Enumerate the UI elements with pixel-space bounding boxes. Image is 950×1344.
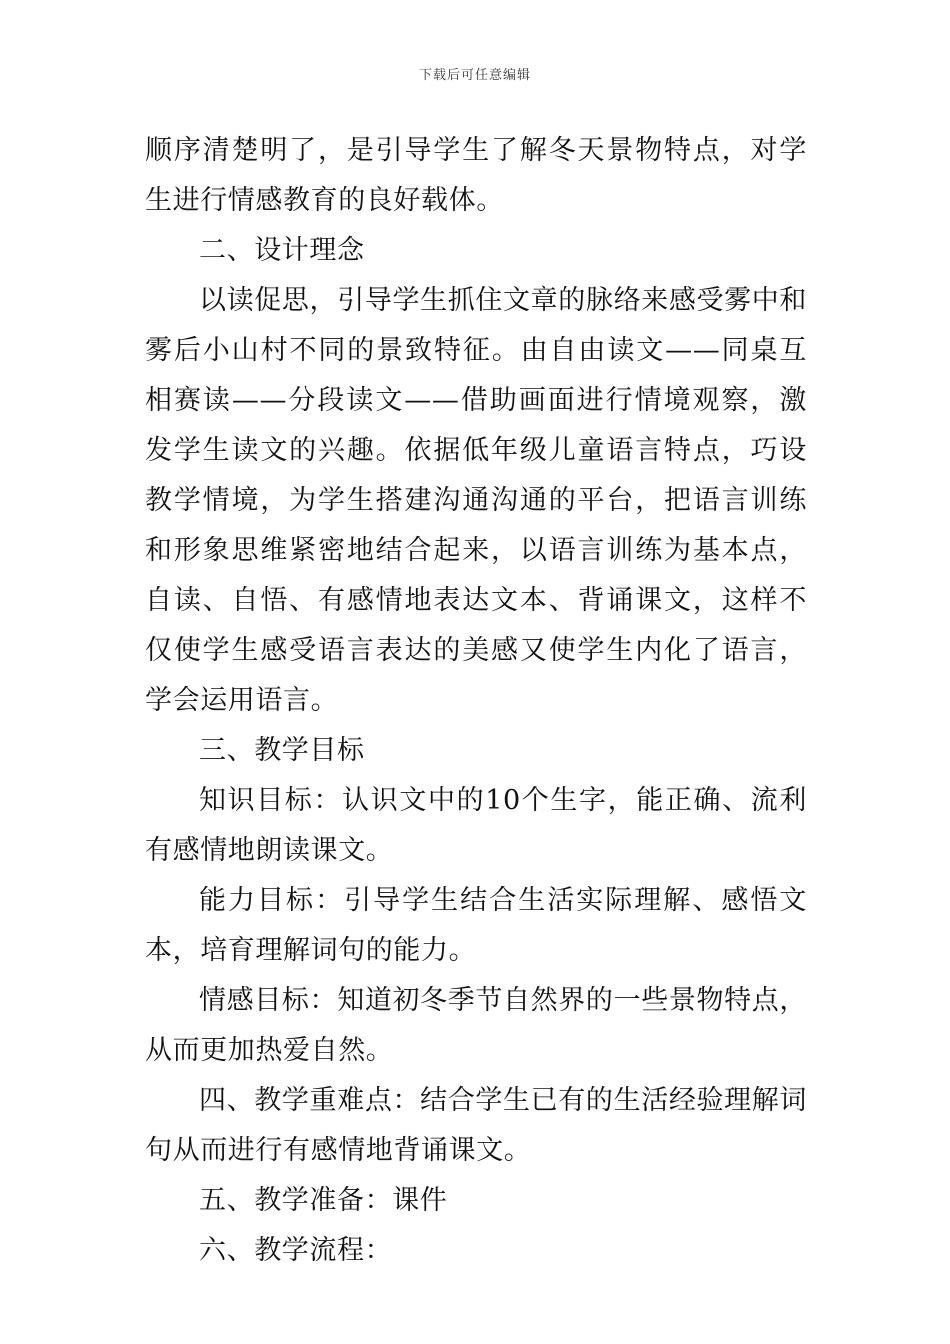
paragraph-knowledge-goal: 知识目标：认识文中的10个生字，能正确、流利有感情地朗读课文。 (145, 785, 807, 866)
paragraph-emotion-goal: 情感目标：知道初冬季节自然界的一些景物特点，从而更加热爱自然。 (145, 985, 807, 1066)
paragraph-preparation: 五、教学准备：课件 (199, 1185, 448, 1216)
paragraph-continuation: 顺序清楚明了，是引导学生了解冬天景物特点，对学生进行情感教育的良好载体。 (145, 135, 807, 216)
heading-teaching-process: 六、教学流程： (199, 1235, 393, 1266)
paragraph-key-difficulties: 四、教学重难点：结合学生已有的生活经验理解词句从而进行有感情地背诵课文。 (145, 1085, 807, 1166)
header-note: 下载后可任意编辑 (418, 68, 531, 83)
document-body (145, 126, 807, 1276)
paragraph-ability-goal: 能力目标：引导学生结合生活实际理解、感悟文本，培育理解词句的能力。 (145, 885, 807, 966)
heading-design-concept: 二、设计理念 (199, 235, 365, 266)
paragraph-design-concept: 以读促思，引导学生抓住文章的脉络来感受雾中和雾后小山村不同的景致特征。由自由读文——同桌互相赛读——分段读文——借助画面进行情境观察，激发学生读文的兴趣。依据低年级儿童语言特点，巧设教学情境，为学生搭建沟通沟通的平台，把语言训练和形象思维紧密地结合起来，以语言训练为基本点，自读、自悟、有感情地表达文本、背诵课文，这样不仅使学生感受语言表达的美感又使学生内化了语言，学会运用语言。 (145, 285, 807, 716)
heading-teaching-goals: 三、教学目标 (199, 735, 365, 766)
